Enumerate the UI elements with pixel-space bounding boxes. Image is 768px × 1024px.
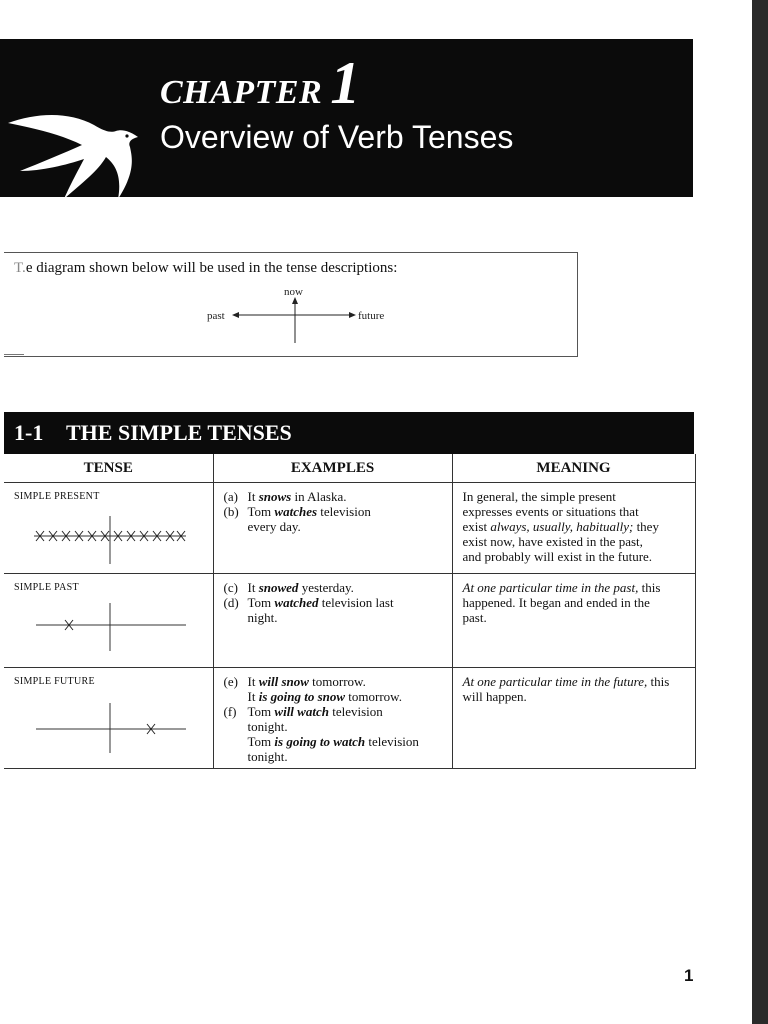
- example-verb: is going to snow: [258, 689, 346, 704]
- example-text: in Alaska.: [291, 489, 347, 504]
- meaning-line: [463, 674, 685, 689]
- meaning-line: expresses events or situations that: [462, 504, 639, 519]
- past-label: past: [207, 310, 225, 322]
- timeline-diagram-box: [4, 252, 578, 357]
- example-b: [224, 504, 442, 519]
- future-arrow-icon: [349, 312, 356, 318]
- now-label: now: [284, 286, 303, 298]
- future-timeline-diagram: [14, 693, 194, 753]
- example-e: [224, 674, 442, 689]
- meaning-line: exist now, have existed in the past,: [462, 534, 643, 549]
- diagram-intro-rest: e diagram shown below will be used in the tense descriptions:: [25, 260, 398, 276]
- tense-cell: [4, 483, 213, 574]
- example-text: television last: [318, 595, 394, 610]
- meaning-text: they: [633, 519, 659, 534]
- example-verb: snowed: [258, 580, 299, 595]
- examples-cell: [213, 483, 452, 574]
- example-text: tomorrow.: [345, 689, 402, 704]
- section-header: [4, 412, 694, 454]
- future-label: future: [358, 310, 385, 322]
- meaning-emphasis: At one particular time in the past,: [462, 580, 639, 595]
- meaning-cell: [452, 668, 695, 769]
- chapter-number: 1: [330, 50, 361, 116]
- section-number: 1-1: [14, 420, 44, 445]
- section-title: THE SIMPLE TENSES: [66, 420, 292, 445]
- tense-name: SIMPLE PAST: [14, 582, 79, 593]
- example-label: (a): [223, 489, 238, 504]
- past-arrow-icon: [232, 312, 239, 318]
- meaning-line: In general, the simple present: [462, 489, 616, 504]
- example-verb: watches: [274, 504, 318, 519]
- example-text: television: [317, 504, 371, 519]
- examples-cell: [213, 574, 452, 668]
- example-d: [224, 595, 442, 610]
- meaning-text: this: [647, 674, 670, 689]
- meaning-cell: [452, 574, 695, 668]
- meaning-text: this: [638, 580, 661, 595]
- meaning-line: will happen.: [462, 689, 527, 704]
- example-verb: snows: [258, 489, 292, 504]
- table-row: [4, 483, 695, 574]
- meaning-line: past.: [462, 610, 487, 625]
- example-text: It: [247, 489, 259, 504]
- table-row: [4, 574, 695, 668]
- example-verb: watched: [274, 595, 319, 610]
- examples-cell: [213, 668, 452, 769]
- now-arrow-icon: [292, 297, 298, 304]
- meaning-line: happened. It began and ended in the: [462, 595, 650, 610]
- table-row: [4, 668, 695, 769]
- tense-name: SIMPLE FUTURE: [14, 676, 95, 687]
- example-text: Tom: [247, 504, 275, 519]
- example-text: Tom: [247, 595, 275, 610]
- example-continuation: tonight.: [247, 719, 288, 734]
- meaning-text: exist: [462, 519, 491, 534]
- example-continuation: night.: [247, 610, 278, 625]
- chapter-word: CHAPTER: [160, 74, 323, 111]
- example-continuation: every day.: [247, 519, 301, 534]
- example-verb: will watch: [274, 704, 329, 719]
- header-examples: EXAMPLES: [213, 454, 452, 483]
- example-label: (f): [223, 704, 237, 719]
- chapter-heading: [160, 50, 361, 116]
- example-text: It: [247, 580, 259, 595]
- example-text: It: [247, 674, 259, 689]
- example-label: (c): [223, 580, 238, 595]
- example-text: It: [247, 689, 259, 704]
- example-a: [224, 489, 442, 504]
- page-number: 1: [684, 966, 694, 985]
- meaning-line: and probably will exist in the future.: [462, 549, 653, 564]
- example-verb: will snow: [258, 674, 309, 689]
- tense-cell: [4, 574, 213, 668]
- example-text: tomorrow.: [308, 674, 366, 689]
- example-f: [224, 704, 442, 719]
- table-header-row: [4, 454, 695, 483]
- example-label: (d): [223, 595, 239, 610]
- meaning-emphasis: always, usually, habitually;: [490, 519, 634, 534]
- meaning-cell: [452, 483, 695, 574]
- example-text: Tom: [247, 704, 275, 719]
- diagram-intro-prefix: T.: [14, 260, 26, 276]
- page-edge-shadow: [752, 0, 768, 1024]
- meaning-emphasis: At one particular time in the future,: [462, 674, 648, 689]
- example-text: Tom: [247, 734, 275, 749]
- example-text: yesterday.: [298, 580, 354, 595]
- example-label: (e): [223, 674, 238, 689]
- past-timeline-diagram: [14, 599, 194, 655]
- example-verb: is going to watch: [274, 734, 366, 749]
- timeline-diagram: [4, 253, 577, 356]
- chapter-banner: [0, 39, 693, 197]
- swallow-bird-logo: [6, 75, 154, 205]
- header-meaning: MEANING: [452, 454, 695, 483]
- meaning-line: [463, 580, 685, 595]
- example-c: [224, 580, 442, 595]
- tense-cell: [4, 668, 213, 769]
- tense-name: SIMPLE PRESENT: [14, 491, 100, 502]
- chapter-title: Overview of Verb Tenses: [160, 119, 514, 155]
- example-text: television: [365, 734, 419, 749]
- example-e-alt: [224, 689, 442, 704]
- meaning-line: [463, 519, 685, 534]
- scan-rule: [4, 354, 24, 355]
- simple-tenses-table: [4, 454, 696, 769]
- example-f-alt: [224, 734, 442, 749]
- header-tense: TENSE: [4, 454, 213, 483]
- example-continuation: tonight.: [247, 749, 288, 764]
- example-text: television: [328, 704, 383, 719]
- example-label: (b): [223, 504, 239, 519]
- present-timeline-diagram: [14, 508, 194, 564]
